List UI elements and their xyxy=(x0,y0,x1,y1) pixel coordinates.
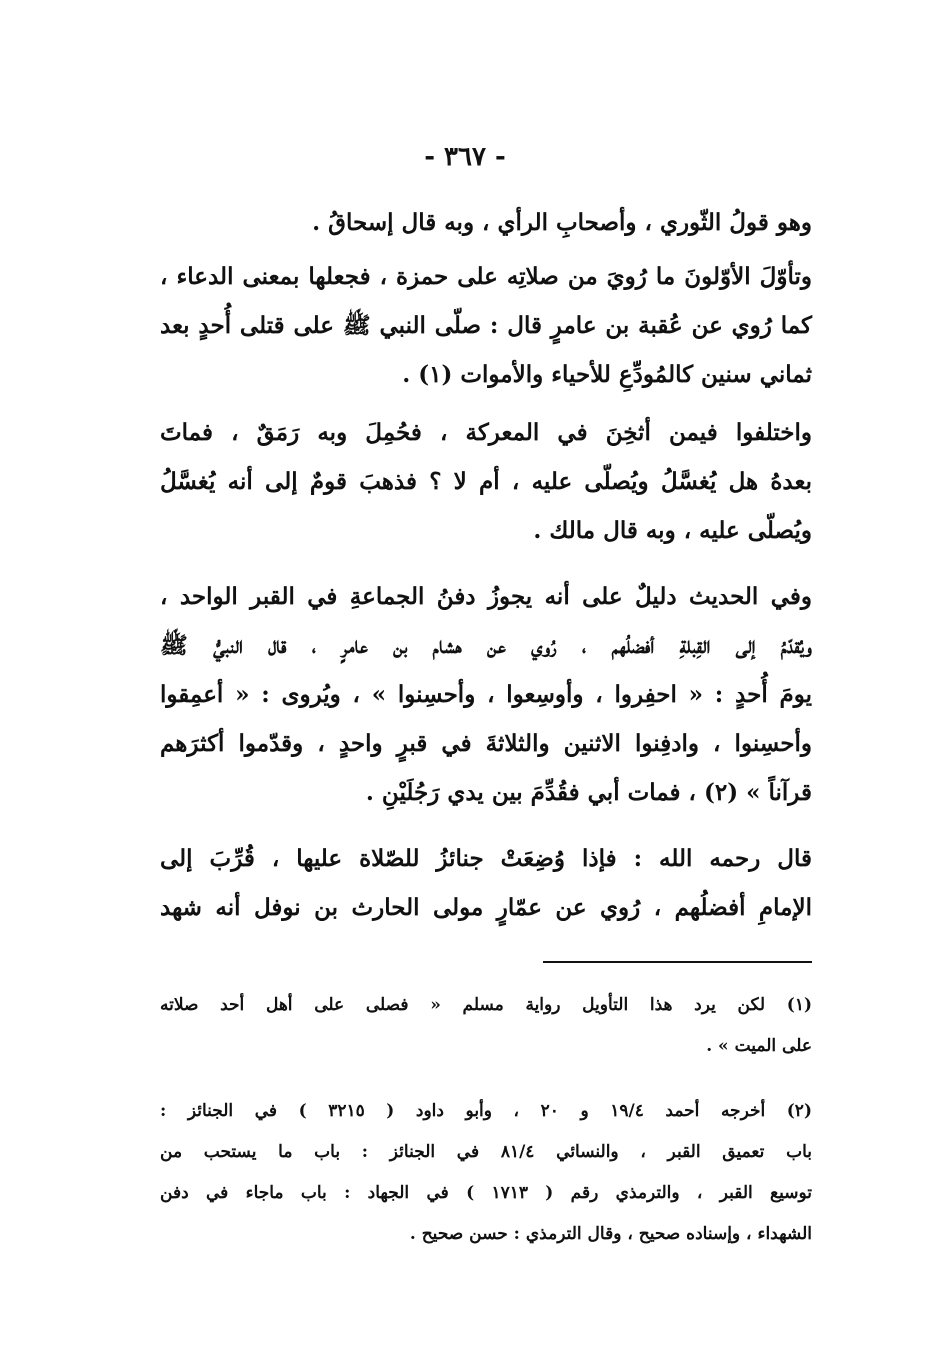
text-line: بعدهُ هل يُغسَّلُ ويُصلّى عليه ، أم لا ؟ فذهبَ قومٌ إلى أنه يُغسَّلُ xyxy=(160,468,812,495)
text-line: وفي الحديث دليلٌ على أنه يجوزُ دفنُ الجماعةِ في القبر الواحد ، xyxy=(160,583,812,610)
paragraph-4 xyxy=(160,572,812,817)
footnote-line: توسيع القبر ، والترمذي رقم ( ١٧١٣ ) في الجهاد : باب ماجاء في دفن xyxy=(160,1183,812,1203)
paragraph-1 xyxy=(160,198,812,247)
paragraph-3 xyxy=(160,408,812,555)
text-line: ويُصلّى عليه ، وبه قال مالك . xyxy=(533,517,812,544)
footnote-separator xyxy=(543,961,812,963)
text-line: قال رحمه الله : فإذا وُضِعَتْ جنائزُ للصّلاة عليها ، قُرِّبَ إلى xyxy=(160,845,812,872)
footnote-2 xyxy=(160,1091,812,1255)
text-line: وتأوّلَ الأوّلونَ ما رُويَ من صلاتِه على حمزة ، فجعلها بمعنى الدعاء ، xyxy=(160,263,812,290)
text-line: الإمامِ أفضلُهم ، رُوي عن عمّارٍ مولى الحارث بن نوفل أنه شهد xyxy=(160,894,812,921)
footnote-line: (١) لكن يرد هذا التأويل رواية مسلم « فصلى على أهل أحد صلاته xyxy=(160,995,812,1015)
page-number: - ٣٦٧ - xyxy=(424,142,506,172)
text-line: وأحسِنوا ، وادفِنوا الاثنين والثلاثةَ في قبرٍ واحدٍ ، وقدّموا أكثرَهم xyxy=(160,730,812,757)
text-line: ويُقدّمُ إلى القِبلةِ أفضلُهم ، رُوي عن هشام بن عامرٍ ، قال النبيُّ ﷺ xyxy=(160,632,812,659)
text-line: كما رُوي عن عُقبة بن عامرٍ قال : صلّى النبي ﷺ على قتلى أُحدٍ بعد xyxy=(160,312,812,339)
text-line: ثماني سنين كالمُودِّعِ للأحياء والأموات (١) . xyxy=(402,361,812,388)
text-line: قرآناً » (٢) ، فمات أبي فقُدِّمَ بين يدي رَجُلَيْنِ . xyxy=(365,779,812,806)
paragraph-2 xyxy=(160,252,812,399)
text-line: يومَ أُحدٍ : « احفِروا ، وأوسِعوا ، وأحسِنوا » ، ويُروى : « أعمِقوا xyxy=(160,681,812,708)
footnote-line: على الميت » . xyxy=(706,1036,812,1056)
footnote-1 xyxy=(160,985,812,1067)
footnote-line: باب تعميق القبر ، والنسائي ٨١/٤ في الجنائز : باب ما يستحب من xyxy=(160,1142,812,1162)
text-line: واختلفوا فيمن أثخِنَ في المعركة ، فحُمِلَ وبه رَمَقٌ ، فماتَ xyxy=(160,419,812,446)
footnote-line: (٢) أخرجه أحمد ١٩/٤ و ٢٠ ، وأبو داود ( ٣٢١٥ ) في الجنائز : xyxy=(160,1101,812,1121)
paragraph-5 xyxy=(160,834,812,932)
text-line: وهو قولُ الثّوري ، وأصحابِ الرأي ، وبه قال إسحاقُ . xyxy=(312,209,812,236)
footnote-line: الشهداء ، وإسناده صحيح ، وقال الترمذي : حسن صحيح . xyxy=(409,1224,812,1244)
